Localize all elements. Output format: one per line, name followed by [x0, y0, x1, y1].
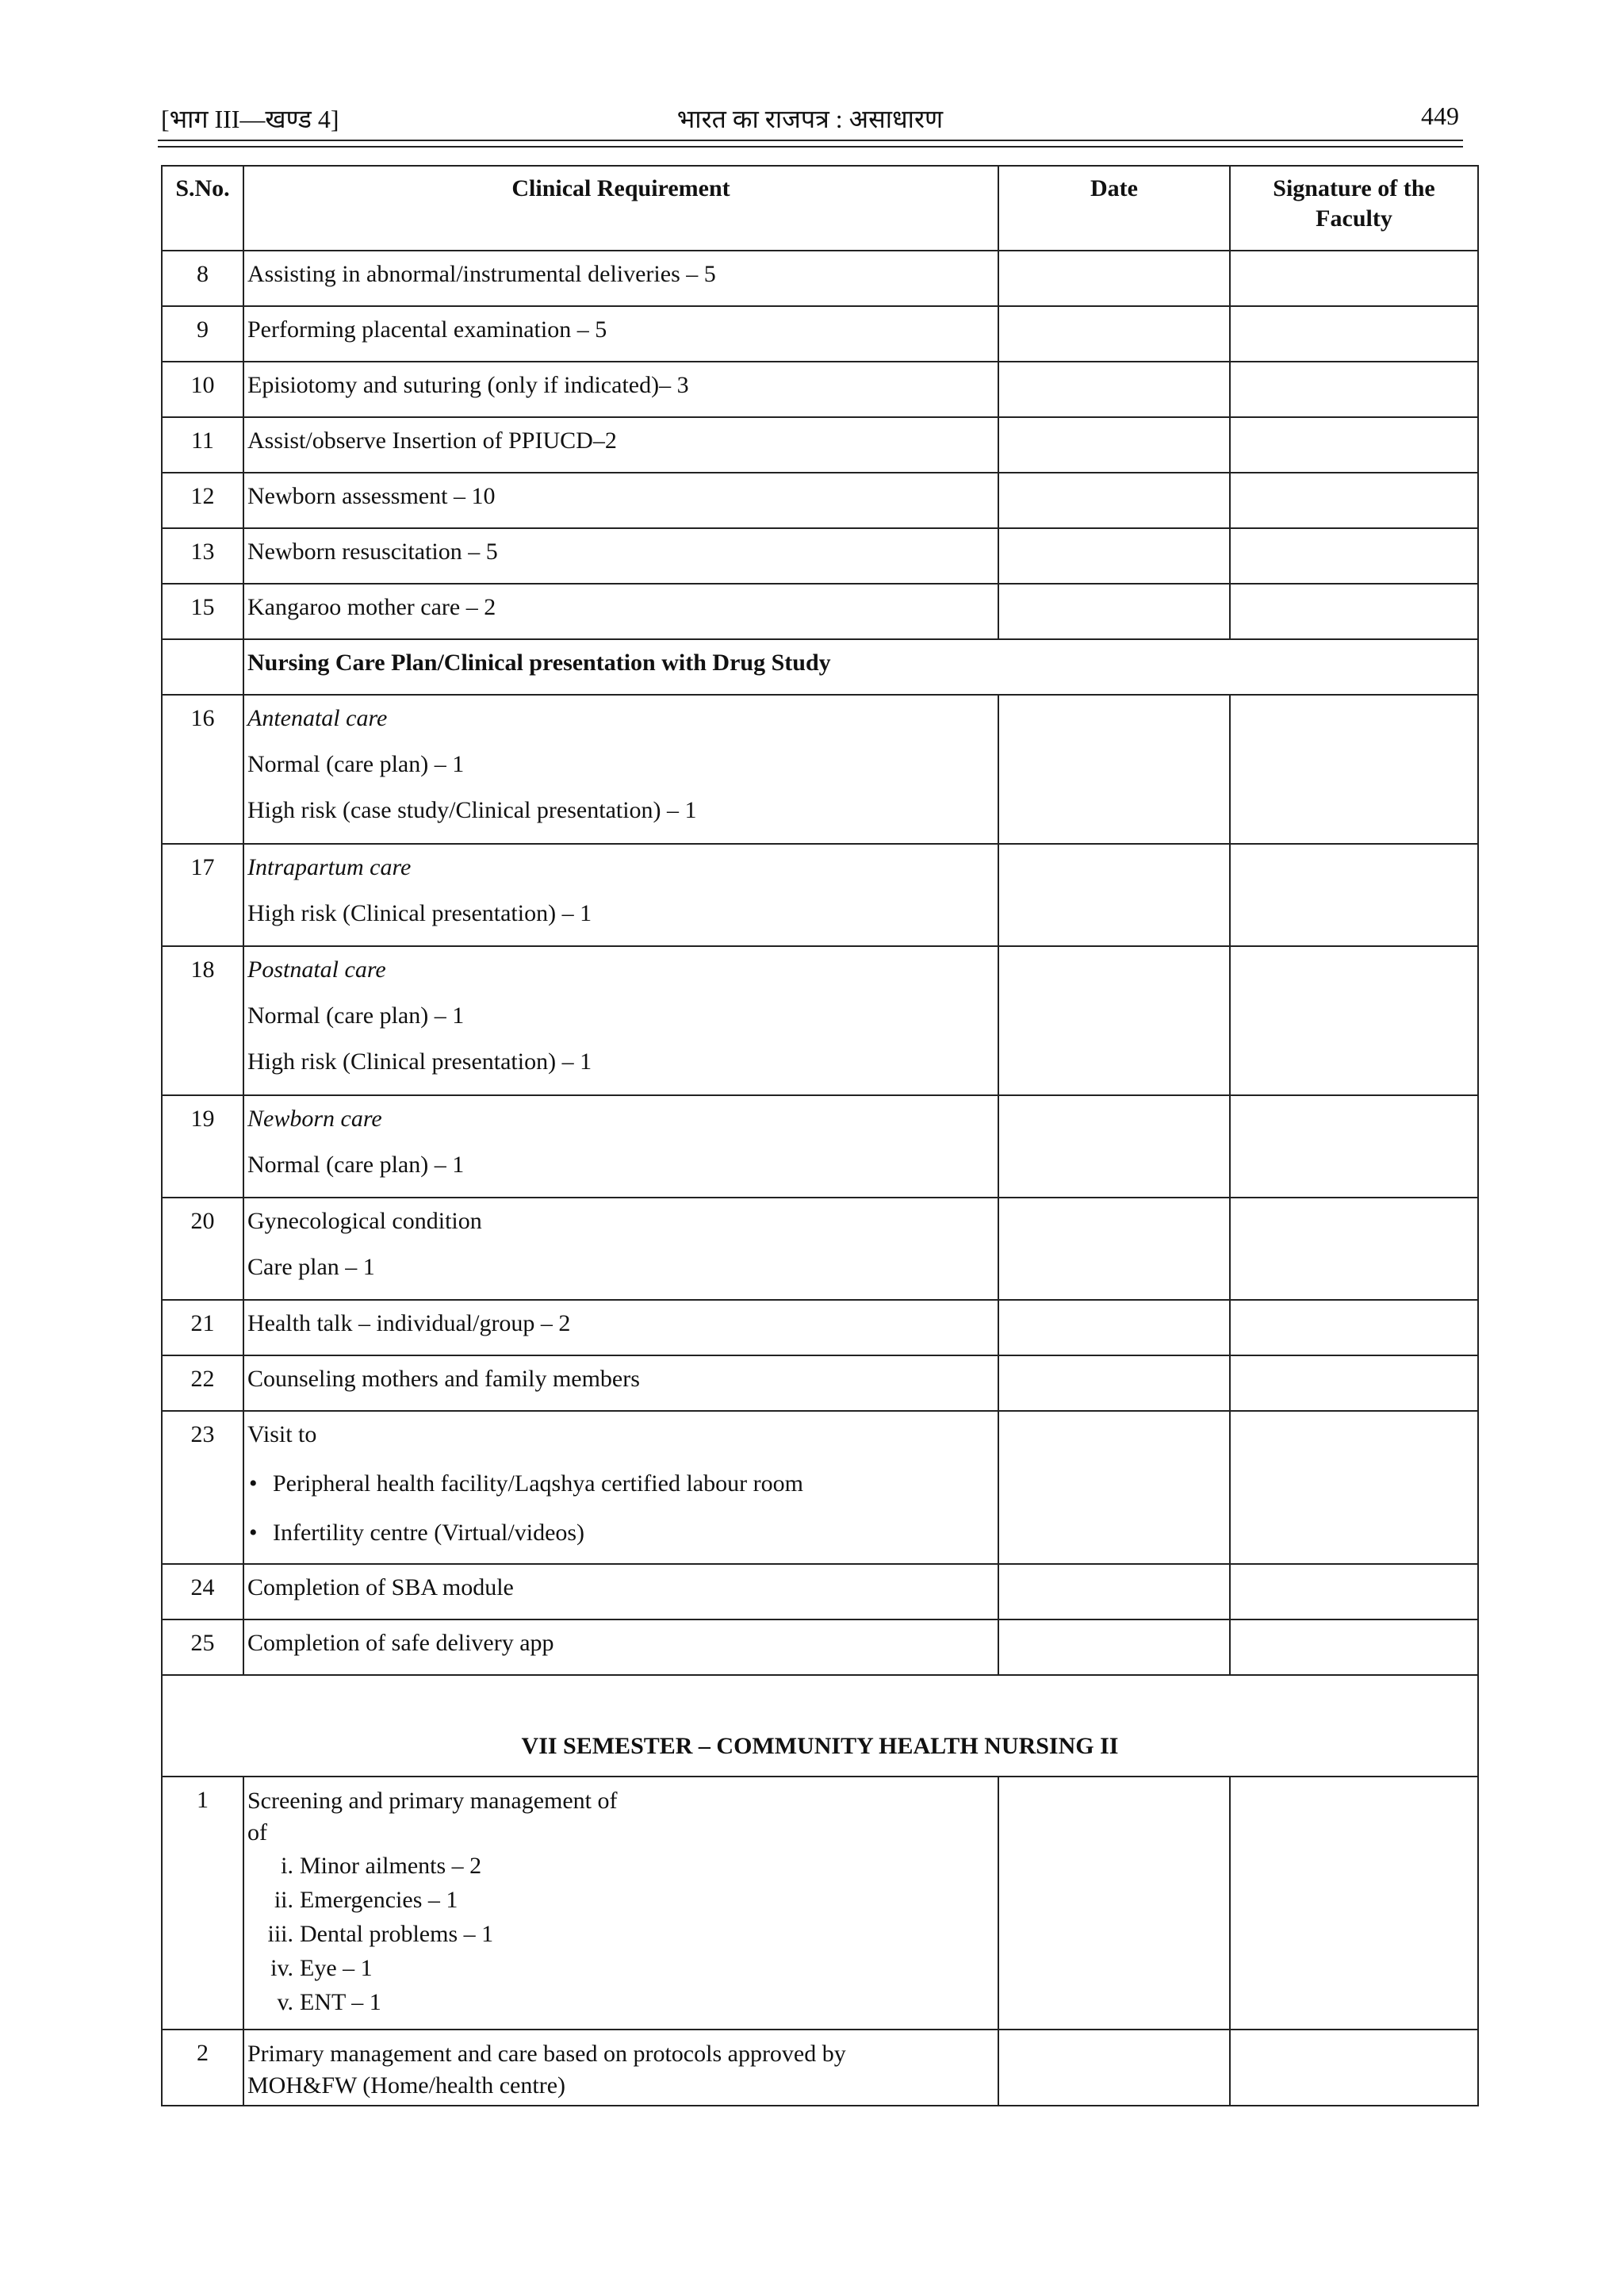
sno-cell: 24: [162, 1564, 243, 1619]
gazette-title: भारत का राजपत्र : असाधारण: [676, 105, 944, 133]
date-cell[interactable]: [998, 1619, 1230, 1675]
sno-cell: 12: [162, 473, 243, 528]
signature-cell[interactable]: [1230, 1564, 1478, 1619]
sno-cell: 16: [162, 695, 243, 844]
table-row: [162, 1564, 1478, 1619]
table-row: [162, 584, 1478, 639]
requirement-line: Care plan – 1: [247, 1254, 375, 1280]
sno-cell: 2: [162, 2030, 243, 2106]
table-row: [162, 528, 1478, 584]
semester-heading: VII SEMESTER – COMMUNITY HEALTH NURSING II: [162, 1675, 1478, 1777]
sno-cell: 22: [162, 1355, 243, 1411]
list-text: Minor ailments – 2: [300, 1853, 482, 1879]
page-number: 449: [1421, 102, 1459, 130]
column-header-signature: Signature of the Faculty: [1230, 166, 1478, 251]
requirement-line: High risk (case study/Clinical presentation) – 1: [247, 797, 697, 823]
requirement-title: Gynecological condition: [247, 1208, 482, 1234]
date-cell[interactable]: [998, 1355, 1230, 1411]
signature-cell[interactable]: [1230, 528, 1478, 584]
requirement-cell: [243, 946, 998, 1095]
date-cell[interactable]: [998, 362, 1230, 417]
table-row: [162, 2030, 1478, 2106]
list-number: iv.: [270, 1955, 293, 1981]
requirement-line: Normal (care plan) – 1: [247, 1152, 465, 1178]
requirement-title: Visit to: [247, 1421, 317, 1447]
requirement-cell: [243, 1095, 998, 1198]
requirement-line: Normal (care plan) – 1: [247, 751, 465, 777]
table-row: [162, 1411, 1478, 1564]
signature-cell[interactable]: [1230, 1411, 1478, 1564]
requirement-title: Postnatal care: [247, 956, 386, 983]
requirement-cell: Completion of SBA module: [243, 1564, 998, 1619]
table-row: [162, 251, 1478, 306]
requirement-title: Intrapartum care: [247, 854, 412, 880]
signature-cell[interactable]: [1230, 1198, 1478, 1300]
requirement-cell: Newborn assessment – 10: [243, 473, 998, 528]
requirement-title: Newborn care: [247, 1106, 382, 1132]
requirement-cell: Kangaroo mother care – 2: [243, 584, 998, 639]
date-cell[interactable]: [998, 306, 1230, 362]
signature-cell[interactable]: [1230, 1619, 1478, 1675]
signature-cell[interactable]: [1230, 1095, 1478, 1198]
table-row: [162, 1300, 1478, 1355]
signature-cell[interactable]: [1230, 1355, 1478, 1411]
requirement-title: Antenatal care: [247, 705, 388, 731]
sno-cell: 15: [162, 584, 243, 639]
requirement-cell: Episiotomy and suturing (only if indicated)– 3: [243, 362, 998, 417]
bullet-icon: •: [249, 1470, 258, 1497]
requirement-cell: Newborn resuscitation – 5: [243, 528, 998, 584]
table-row: [162, 417, 1478, 473]
date-cell[interactable]: [998, 1777, 1230, 2030]
sno-cell: 25: [162, 1619, 243, 1675]
requirement-cell: Health talk – individual/group – 2: [243, 1300, 998, 1355]
table-row: [162, 362, 1478, 417]
signature-cell[interactable]: [1230, 473, 1478, 528]
sno-cell: 23: [162, 1411, 243, 1564]
requirement-cell: [243, 695, 998, 844]
date-cell[interactable]: [998, 1411, 1230, 1564]
sno-cell: 18: [162, 946, 243, 1095]
requirement-line: Normal (care plan) – 1: [247, 1002, 465, 1029]
signature-cell[interactable]: [1230, 362, 1478, 417]
column-header-sno: S.No.: [162, 166, 243, 251]
table-row: [162, 1619, 1478, 1675]
date-cell[interactable]: [998, 473, 1230, 528]
list-text: Emergencies – 1: [300, 1887, 458, 1913]
list-number: v.: [277, 1989, 293, 2015]
signature-cell[interactable]: [1230, 844, 1478, 946]
date-cell[interactable]: [998, 1564, 1230, 1619]
sno-cell: 17: [162, 844, 243, 946]
table-row: [162, 1198, 1478, 1300]
sno-cell: [162, 639, 243, 695]
bullet-text: Peripheral health facility/Laqshya certified labour room: [273, 1470, 803, 1497]
signature-cell[interactable]: [1230, 417, 1478, 473]
table-row: [162, 695, 1478, 844]
page-header: [161, 102, 1459, 133]
bullet-item: [247, 1450, 994, 1499]
date-cell[interactable]: [998, 584, 1230, 639]
sno-cell: 1: [162, 1777, 243, 2030]
requirement-cell: [243, 1198, 998, 1300]
section-row-nursing-care-plan: [162, 639, 1478, 695]
requirement-cell: Completion of safe delivery app: [243, 1619, 998, 1675]
list-number: i.: [281, 1853, 293, 1879]
requirement-cell: [243, 1777, 998, 2030]
sno-cell: 21: [162, 1300, 243, 1355]
requirement-line: High risk (Clinical presentation) – 1: [247, 1048, 592, 1075]
requirement-cell: [243, 844, 998, 946]
list-item: [247, 1883, 994, 1917]
bullet-text: Infertility centre (Virtual/videos): [273, 1520, 585, 1546]
signature-cell[interactable]: [1230, 1777, 1478, 2030]
sno-cell: 13: [162, 528, 243, 584]
requirement-line: MOH&FW (Home/health centre): [247, 2072, 566, 2099]
sno-cell: 9: [162, 306, 243, 362]
sno-cell: 11: [162, 417, 243, 473]
section-heading: Nursing Care Plan/Clinical presentation with Drug Study: [243, 639, 1478, 695]
date-cell[interactable]: [998, 528, 1230, 584]
requirement-cell: Counseling mothers and family members: [243, 1355, 998, 1411]
list-item: [247, 1917, 994, 1951]
list-item: [247, 1849, 994, 1883]
section-row-semester: [162, 1675, 1478, 1777]
table-header-row: [162, 166, 1478, 251]
requirement-cell: [243, 2030, 998, 2106]
date-cell[interactable]: [998, 695, 1230, 844]
sno-cell: 20: [162, 1198, 243, 1300]
requirement-line: Primary management and care based on protocols approved by: [247, 2041, 846, 2067]
list-text: ENT – 1: [300, 1989, 381, 2015]
header-rule-bottom: [158, 146, 1463, 148]
date-cell[interactable]: [998, 1198, 1230, 1300]
table-row: [162, 946, 1478, 1095]
table-row: [162, 1777, 1478, 2030]
column-header-date: Date: [998, 166, 1230, 251]
table-row: [162, 844, 1478, 946]
bullet-item: [247, 1499, 994, 1548]
signature-cell[interactable]: [1230, 306, 1478, 362]
date-cell[interactable]: [998, 2030, 1230, 2106]
sno-cell: 19: [162, 1095, 243, 1198]
requirement-title-continued: of: [247, 1819, 267, 1846]
list-text: Dental problems – 1: [300, 1921, 494, 1947]
sno-cell: 8: [162, 251, 243, 306]
table-row: [162, 473, 1478, 528]
signature-cell[interactable]: [1230, 695, 1478, 844]
list-item: [247, 1985, 994, 2019]
signature-cell[interactable]: [1230, 1300, 1478, 1355]
signature-cell[interactable]: [1230, 946, 1478, 1095]
requirement-cell: Assist/observe Insertion of PPIUCD–2: [243, 417, 998, 473]
list-item: [247, 1951, 994, 1985]
sno-cell: 10: [162, 362, 243, 417]
date-cell[interactable]: [998, 1095, 1230, 1198]
clinical-requirements-table: [161, 165, 1479, 2106]
gazette-part-label: [भाग III—खण्ड 4]: [161, 105, 339, 133]
signature-cell[interactable]: [1230, 251, 1478, 306]
table-row: [162, 1355, 1478, 1411]
date-cell[interactable]: [998, 946, 1230, 1095]
table-row: [162, 1095, 1478, 1198]
header-rule-top: [158, 140, 1463, 141]
column-header-requirement: Clinical Requirement: [243, 166, 998, 251]
signature-cell[interactable]: [1230, 584, 1478, 639]
requirement-title: Screening and primary management of: [247, 1788, 618, 1814]
requirement-cell: Assisting in abnormal/instrumental deliveries – 5: [243, 251, 998, 306]
list-text: Eye – 1: [300, 1955, 373, 1981]
date-cell[interactable]: [998, 251, 1230, 306]
requirement-line: High risk (Clinical presentation) – 1: [247, 900, 592, 926]
bullet-icon: •: [249, 1520, 258, 1546]
signature-cell[interactable]: [1230, 2030, 1478, 2106]
date-cell[interactable]: [998, 417, 1230, 473]
table-row: [162, 306, 1478, 362]
date-cell[interactable]: [998, 844, 1230, 946]
requirement-cell: [243, 1411, 998, 1564]
requirement-cell: Performing placental examination – 5: [243, 306, 998, 362]
date-cell[interactable]: [998, 1300, 1230, 1355]
list-number: iii.: [267, 1921, 293, 1947]
list-number: ii.: [274, 1887, 293, 1913]
